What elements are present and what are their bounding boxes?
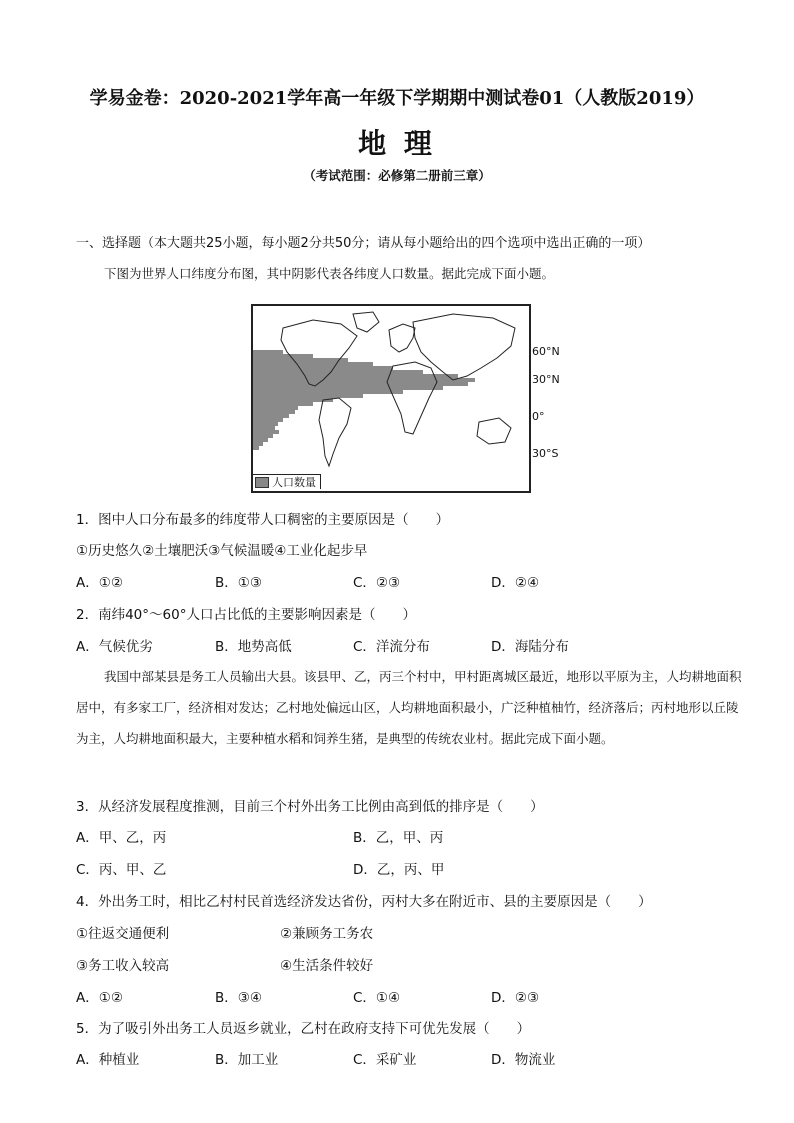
asia <box>413 314 515 380</box>
q4-statement-1: ①往返交通便利 <box>76 926 170 942</box>
map-intro: 下图为世界人口纬度分布图，其中阴影代表各纬度人口数量。据此完成下面小题。 <box>104 266 555 281</box>
q5-option-a: A．种植业 <box>76 1052 140 1068</box>
lat-label-equator: 0° <box>532 410 545 423</box>
q2-option-d: D．海陆分布 <box>491 639 569 655</box>
world-population-map <box>251 304 531 493</box>
q3-option-b: B．乙，甲、丙 <box>353 830 444 846</box>
population-shading <box>253 350 475 450</box>
lat-label-60n: 60°N <box>532 345 560 358</box>
exam-title: 学易金卷：2020-2021学年高一年级下学期期中测试卷01（人教版2019） <box>89 88 705 109</box>
lat-label-30n: 30°N <box>532 373 560 386</box>
q1-option-d: D．②④ <box>491 575 540 591</box>
q3-stem: 3．从经济发展程度推测，目前三个村外出务工比例由高到低的排序是（ ） <box>76 799 544 815</box>
map-figure <box>253 306 529 491</box>
q2-option-c: C．洋流分布 <box>353 639 430 655</box>
q5-option-d: D．物流业 <box>491 1052 556 1068</box>
q5-option-b: B．加工业 <box>215 1052 279 1068</box>
q3-option-c: C．丙、甲、乙 <box>76 862 167 878</box>
q1-stem: 1．图中人口分布最多的纬度带人口稠密的主要原因是（ ） <box>76 512 450 528</box>
q3-option-a: A．甲、乙，丙 <box>76 830 167 846</box>
q5-stem: 5．为了吸引外出务工人员返乡就业，乙村在政府支持下可优先发展（ ） <box>76 1021 531 1037</box>
q4-stem: 4．外出务工时，相比乙村村民首选经济发达省份，丙村大多在附近市、县的主要原因是（ ） <box>76 894 652 910</box>
q4-option-d: D．②③ <box>491 990 540 1006</box>
q4-statement-3: ③务工收入较高 <box>76 958 170 974</box>
q4-option-c: C．①④ <box>353 990 401 1006</box>
village-passage: 我国中部某县是务工人员输出大县。该县甲、乙，丙三个村中，甲村距离城区最近，地形以平原为主，人均耕地面积居中，有多家工厂，经济相对发达；乙村地处偏远山区，人均耕地面积最小，广泛种植柚竹，经济落后；丙村地形以丘陵为主，人均耕地面积最大，主要种植水稻和饲养生猪，是典型的传统农业村。据此完成下面小题。 <box>76 669 742 746</box>
map-legend <box>253 474 321 489</box>
legend-label: 人口数量 <box>272 476 316 489</box>
subject-title: 地 理 <box>358 127 436 160</box>
q1-option-c: C．②③ <box>353 575 401 591</box>
q2-stem: 2．南纬40°～60°人口占比低的主要影响因素是（ ） <box>76 607 416 623</box>
europe <box>389 324 415 352</box>
q5-option-c: C．采矿业 <box>353 1052 417 1068</box>
lat-label-30s: 30°S <box>532 447 559 460</box>
q4-statement-2: ②兼顾务工务农 <box>280 926 374 942</box>
q1-option-b: B．①③ <box>215 575 262 591</box>
q1-option-a: A．①② <box>76 575 123 591</box>
q2-option-a: A．气候优劣 <box>76 639 153 655</box>
q4-statement-4: ④生活条件较好 <box>280 958 374 974</box>
section-heading: 一、选择题（本大题共25小题，每小题2分共50分；请从每小题给出的四个选项中选出正确的一项） <box>76 236 651 251</box>
q4-option-a: A．①② <box>76 990 123 1006</box>
q4-option-b: B．③④ <box>215 990 262 1006</box>
greenland <box>353 312 379 332</box>
south-america <box>319 398 351 466</box>
q1-statements: ①历史悠久②土壤肥沃③气候温暖④工业化起步早 <box>76 543 368 559</box>
exam-scope: （考试范围：必修第二册前三章） <box>303 168 491 183</box>
australia <box>477 418 511 444</box>
q3-option-d: D．乙，丙、甲 <box>353 862 445 878</box>
q2-option-b: B．地势高低 <box>215 639 292 655</box>
legend-swatch <box>255 477 269 488</box>
